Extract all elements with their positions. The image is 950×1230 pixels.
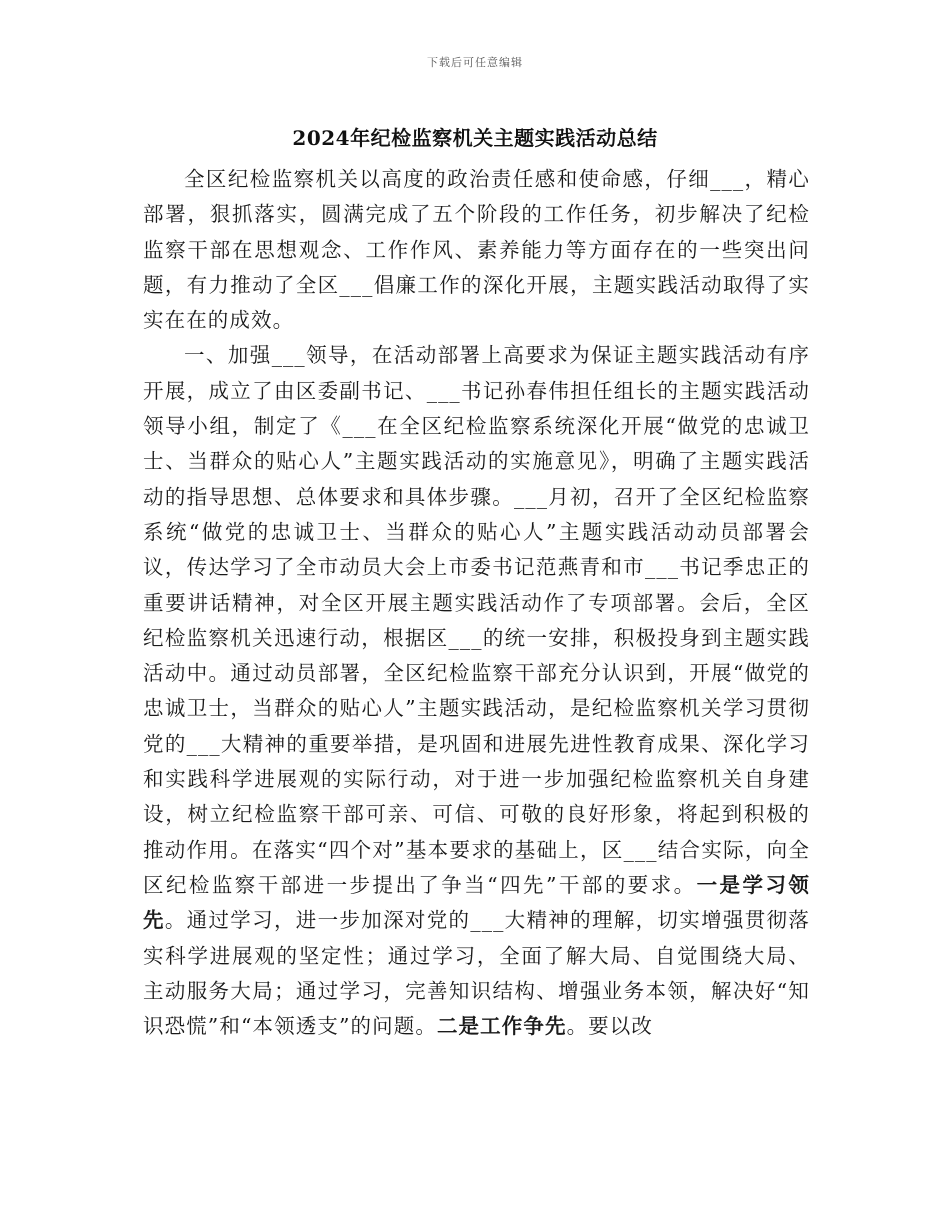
header-note: 下载后可任意编辑 xyxy=(427,56,523,69)
paragraph-text: 。要以改 xyxy=(566,1014,653,1039)
paragraph-intro xyxy=(143,162,810,338)
emphasis-study-first: 一是学习领先 xyxy=(143,872,810,933)
document-title: 2024年纪检监察机关主题实践活动总结 xyxy=(292,126,658,150)
paragraph-text: 一、加强___领导，在活动部署上高要求为保证主题实践活动有序开展，成立了由区委副书记、___书记孙春伟担任组长的主题实践活动领导小组，制定了《___在全区纪检监察系统深化开展“做党的忠诚卫士、当群众的贴心人”主题实践活动的实施意见》，明确了主题实践活动的指导思想、总体要求和具体步骤。___月初，召开了全区纪检监察系统“做党的忠诚卫士、当群众的贴心人”主题实践活动动员部署会议，传达学习了全市动员大会上市委书记范燕青和市___书记季忠正的重要讲话精神，对全区开展主题实践活动作了专项部署。会后，全区纪检监察机关迅速行动，根据区___的统一安排，积极投身到主题实践活动中。通过动员部署，全区纪检监察干部充分认识到，开展“做党的忠诚卫士，当群众的贴心人”主题实践活动，是纪检监察机关学习贯彻党的___大精神的重要举措，是巩固和进展先进性教育成果、深化学习和实践科学进展观的实际行动，对于进一步加强纪检监察机关自身建设，树立纪检监察干部可亲、可信、可敬的良好形象，将起到积极的推动作用。在落实“四个对”基本要求的基础上，区___结合实际，向全区纪检监察干部进一步提出了争当“四先”干部的要求。 xyxy=(143,343,810,897)
paragraph-text: 。通过学习，进一步加深对党的___大精神的理解，切实增强贯彻落实科学进展观的坚定性；通过学习，全面了解大局、自觉围绕大局、主动服务大局；通过学习，完善知识结构、增强业务本领，解决好“知识恐慌”和“本领透支”的问题。 xyxy=(143,908,810,1039)
paragraph-text: 全区纪检监察机关以高度的政治责任感和使命感，仔细___，精心部署，狠抓落实，圆满完成了五个阶段的工作任务，初步解决了纪检监察干部在思想观念、工作作风、素养能力等方面存在的一些突出问题，有力推动了全区___倡廉工作的深化开展，主题实践活动取得了实实在在的成效。 xyxy=(143,167,810,333)
emphasis-work-first: 二是工作争先 xyxy=(436,1014,567,1039)
paragraph-section-one xyxy=(143,338,810,1044)
document-body xyxy=(143,162,810,1044)
